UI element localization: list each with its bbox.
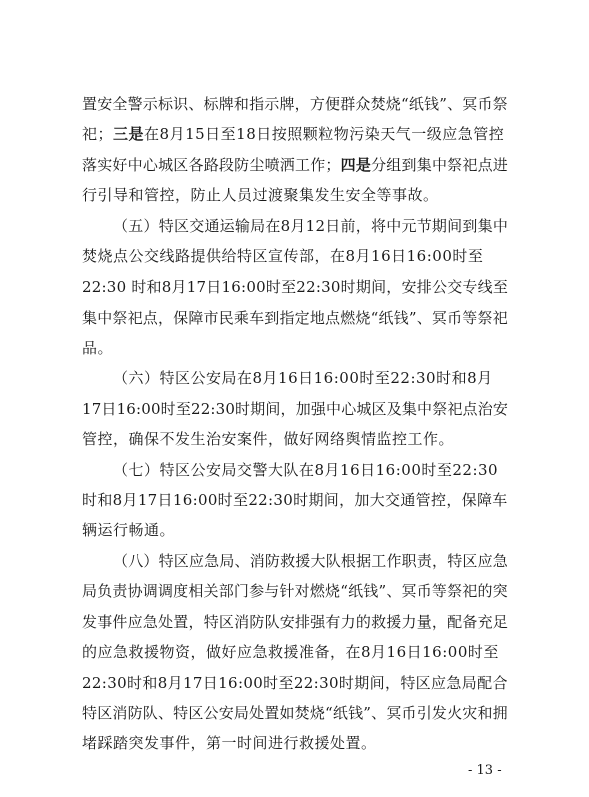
text-line <box>113 216 508 236</box>
text-segment: 局负责协调调度相关部门参与针对燃烧“纸钱”、冥币等祭祀的突 <box>82 582 508 600</box>
text-segment: 17日16:00时至22:30时期间，加强中心城区及集中祭祀点治安 <box>82 400 509 418</box>
text-line <box>82 733 377 753</box>
text-segment: 发事件应急处置，特区消防队安排强有力的救援力量，配备充足 <box>82 613 509 631</box>
text-segment: 在8月15日至18日按照颗粒物污染天气一级应急管控 <box>144 125 505 143</box>
text-line <box>82 673 508 693</box>
text-segment: 的应急救援物资，做好应急救援准备，在8月16日16:00时至 <box>82 643 499 661</box>
text-segment: 22:30 时和8月17日16:00时至22:30时期间，安排公交专线至 <box>82 278 509 296</box>
text-line <box>82 612 508 632</box>
text-segment: （七）特区公安局交警大队在8月16日16:00时至22:30 <box>113 461 499 479</box>
text-segment: 落实好中心城区各路段防尘喷洒工作； <box>82 156 341 174</box>
text-line <box>82 308 508 328</box>
text-line <box>82 642 499 662</box>
text-line <box>82 124 504 144</box>
bold-text-segment: 三是 <box>113 125 145 143</box>
text-line <box>113 368 493 388</box>
text-segment: 分组到集中祭祀点进 <box>371 156 509 174</box>
text-segment: 祀； <box>82 125 114 143</box>
text-line <box>82 277 508 297</box>
page-number: - 13 - <box>468 763 502 778</box>
text-segment: 特区消防队、特区公安局处置如焚烧“纸钱”、冥币引发火灾和拥 <box>82 704 508 722</box>
text-line <box>82 490 508 510</box>
text-segment: 集中祭祀点，保障市民乘车到指定地点燃烧“纸钱”、冥币等祭祀 <box>82 309 508 327</box>
text-line <box>82 399 508 419</box>
text-segment: 22:30时和8月17日16:00时至22:30时期间，特区应急局配合 <box>82 674 508 692</box>
bold-text-segment: 四是 <box>340 156 372 174</box>
text-line <box>82 246 483 266</box>
text-segment: （五）特区交通运输局在8月12日前，将中元节期间到集中 <box>113 217 509 235</box>
text-line <box>113 460 498 480</box>
text-segment: 置安全警示标识、标牌和指示牌，方便群众焚烧“纸钱”、冥币祭 <box>82 95 508 113</box>
text-line <box>82 703 508 723</box>
text-line <box>82 94 508 114</box>
text-line <box>82 581 508 601</box>
text-segment: 堵踩踏突发事件，第一时间进行救援处置。 <box>82 734 377 752</box>
text-segment: （八）特区应急局、消防救援大队根据工作职责，特区应急 <box>113 552 509 570</box>
text-segment: 时和8月17日16:00时至22:30时期间，加大交通管控，保障车 <box>82 491 508 509</box>
text-line <box>82 520 175 540</box>
text-segment: 行引导和管控，防止人员过渡聚集发生安全等事故。 <box>82 186 439 204</box>
text-segment: 辆运行畅通。 <box>82 521 176 539</box>
text-segment: （六）特区公安局在8月16日16:00时至22:30时和8月 <box>113 369 493 387</box>
text-line <box>82 155 508 175</box>
text-segment: 品。 <box>82 339 114 357</box>
text-line <box>82 185 439 205</box>
text-line <box>113 551 508 571</box>
text-segment: 焚烧点公交线路提供给特区宣传部，在8月16日16:00时至 <box>82 247 484 265</box>
text-line <box>82 429 454 449</box>
text-segment: 管控，确保不发生治安案件，做好网络舆情监控工作。 <box>82 430 455 448</box>
text-line <box>82 338 113 358</box>
